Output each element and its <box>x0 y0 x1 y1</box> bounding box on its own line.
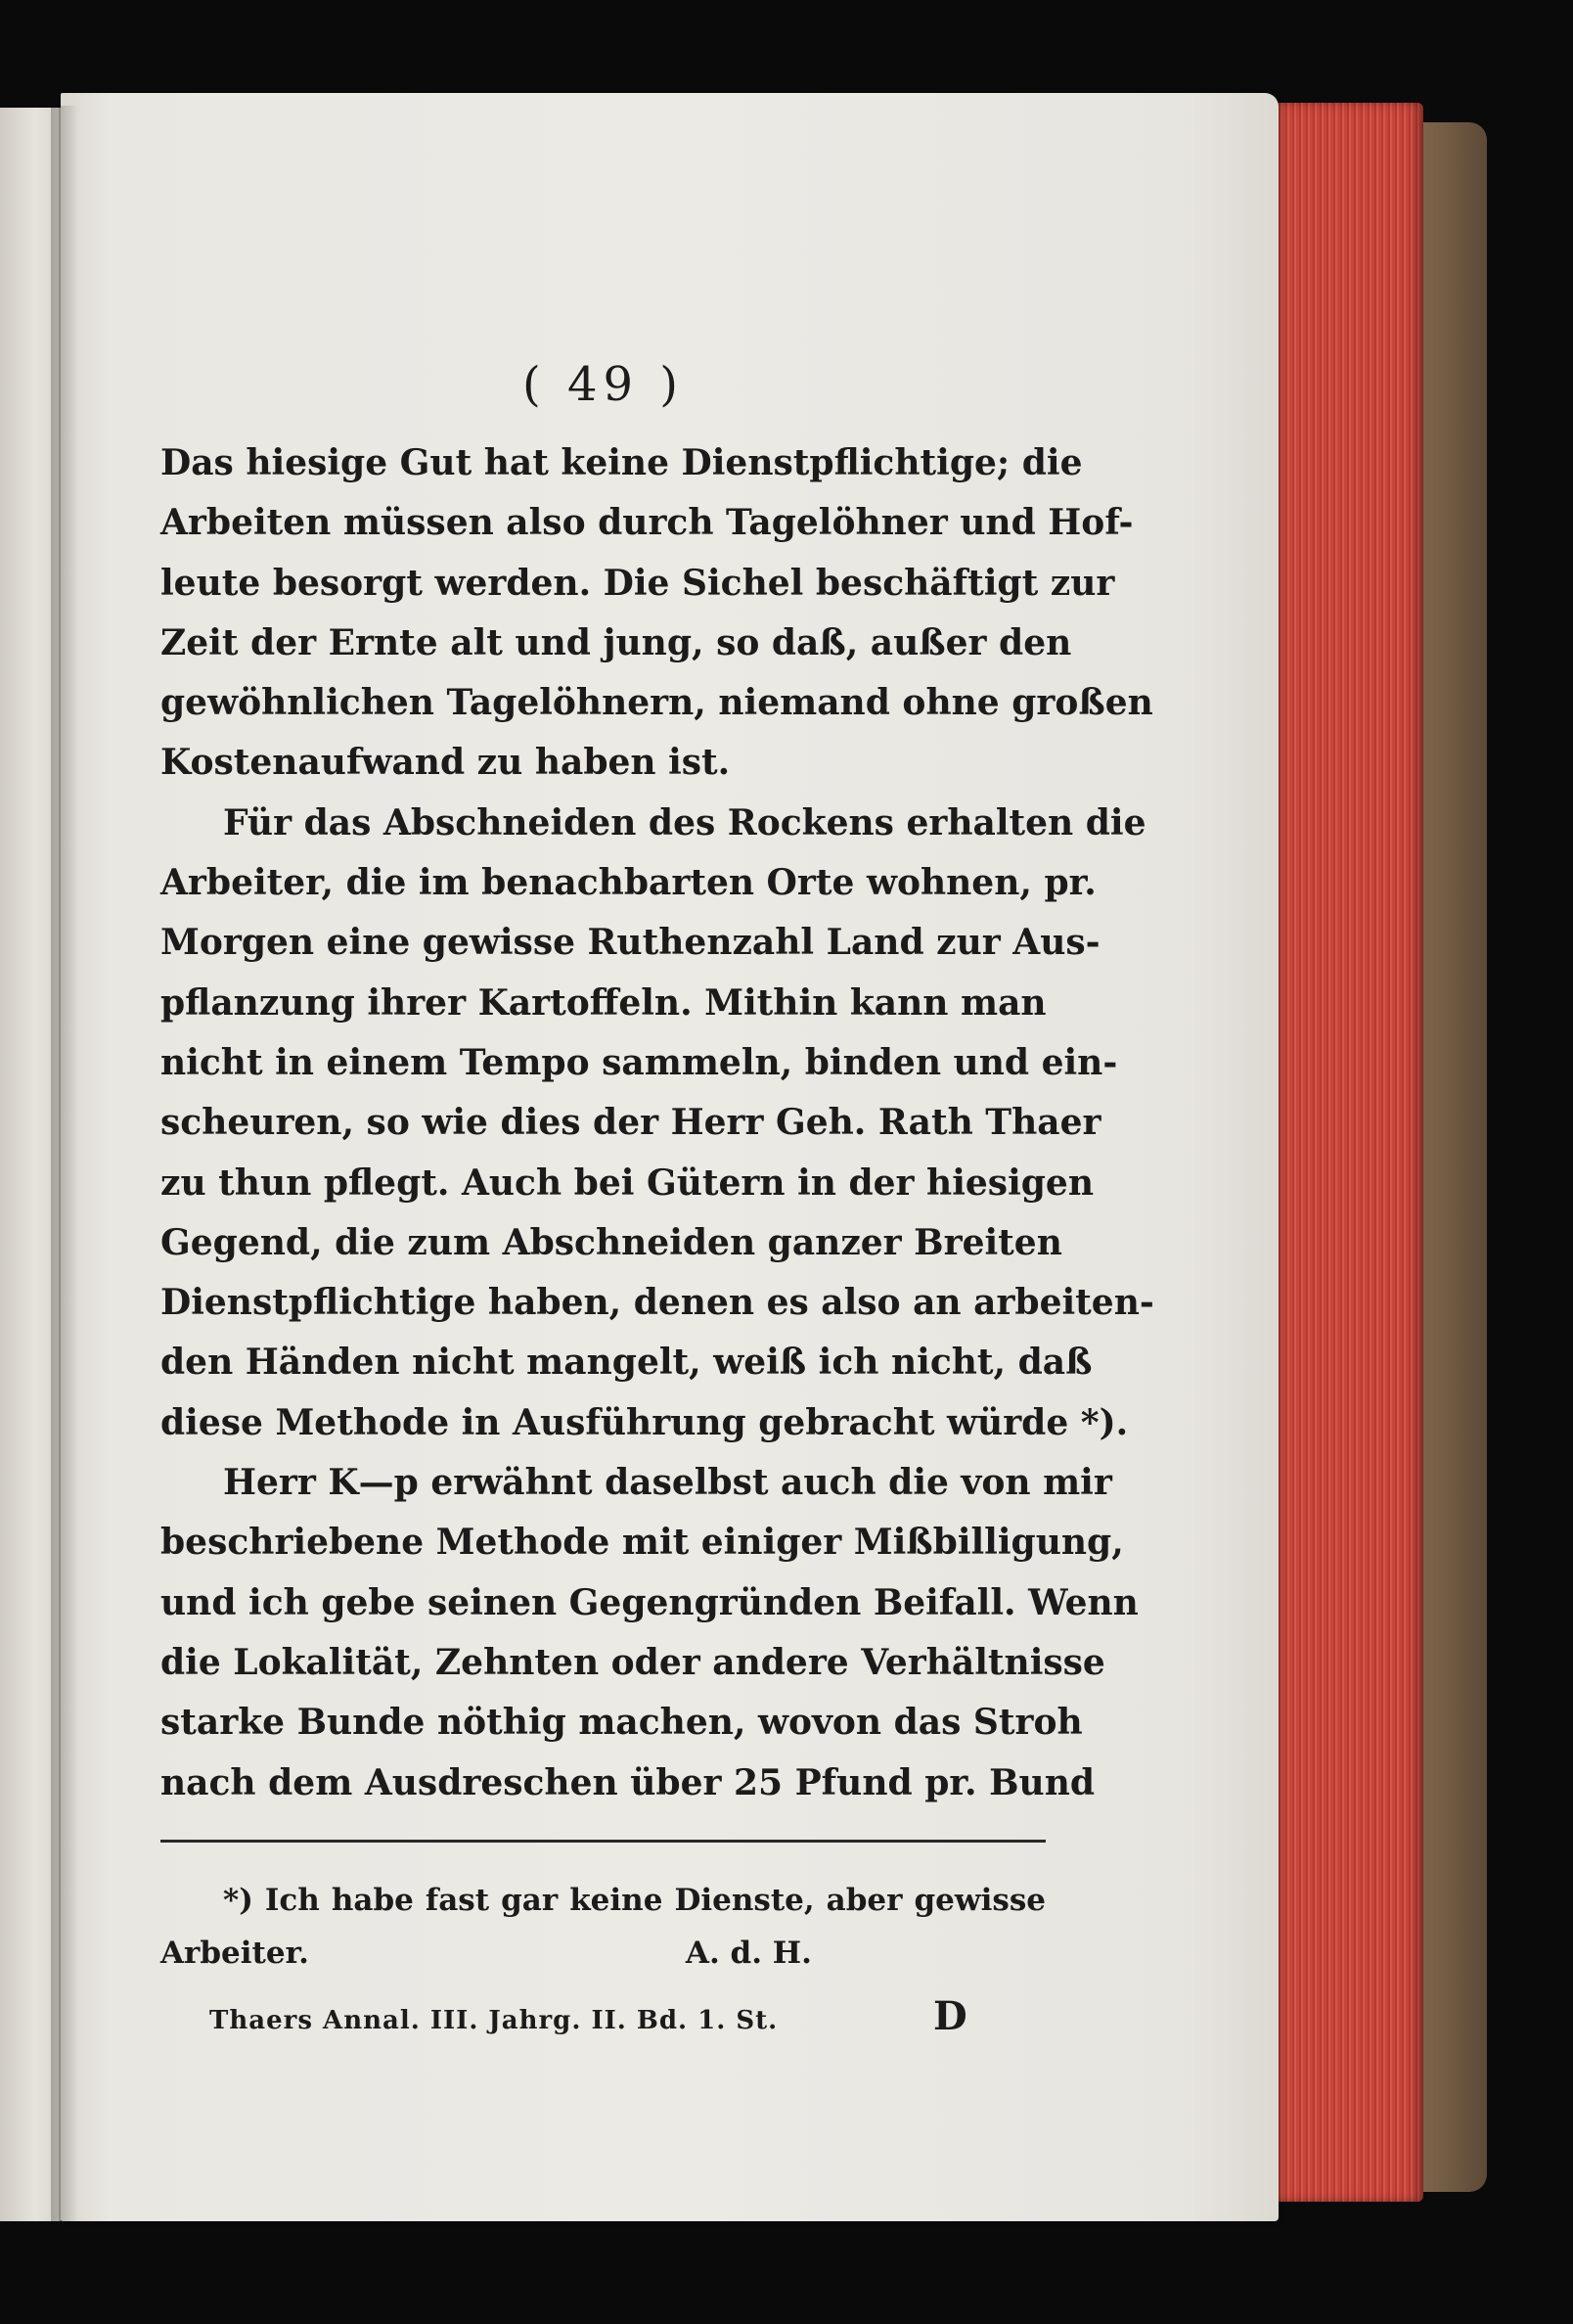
page-number: ( 49 ) <box>521 357 685 412</box>
text-line: starke Bunde nöthig machen, wovon das Stroh <box>160 1702 1083 1744</box>
text-line: zu thun pflegt. Auch bei Gütern in der hiesigen <box>160 1162 1094 1204</box>
text-line: Arbeiter, die im benachbarten Orte wohnen, pr. <box>160 862 1097 904</box>
text-line: Gegend, die zum Abschneiden ganzer Breiten <box>160 1221 1062 1263</box>
signature-line: Thaers Annal. III. Jahrg. II. Bd. 1. St. <box>209 2006 779 2035</box>
text-line: und ich gebe seinen Gegengründen Beifall. Wenn <box>160 1581 1139 1623</box>
text-line: nach dem Ausdreschen über 25 Pfund pr. Bund <box>160 1761 1096 1803</box>
body-text <box>160 433 1154 1813</box>
text-line: Dienstpflichtige haben, denen es also an arbeiten- <box>160 1282 1154 1324</box>
text-line: scheuren, so wie dies der Herr Geh. Rath Thaer <box>160 1102 1101 1144</box>
text-line: Zeit der Ernte alt und jung, so daß, außer den <box>160 621 1072 663</box>
text-line: Das hiesige Gut hat keine Dienstpflichtige; die <box>160 442 1083 483</box>
footnote-attribution: A. d. H. <box>685 1936 812 1971</box>
footnote-line: *) Ich habe fast gar keine Dienste, aber gewisse <box>223 1883 1046 1918</box>
text-line: nicht in einem Tempo sammeln, binden und ein- <box>160 1041 1118 1083</box>
footnote <box>160 1874 1046 1980</box>
text-line: beschriebene Methode mit einiger Mißbilligung, <box>160 1522 1124 1564</box>
text-line: pflanzung ihrer Kartoffeln. Mithin kann man <box>160 981 1047 1024</box>
signature-mark: D <box>933 1993 967 2039</box>
footnote-divider <box>160 1840 1046 1843</box>
footnote-line <box>160 1927 1046 1980</box>
binding-shadow <box>51 106 78 2224</box>
text-line: Für das Abschneiden des Rockens erhalten die <box>223 801 1146 843</box>
text-line: gewöhnlichen Tagelöhnern, niemand ohne großen <box>160 682 1153 724</box>
footnote-text: Arbeiter. <box>160 1936 309 1971</box>
text-line: diese Methode in Ausführung gebracht würde *). <box>160 1401 1129 1443</box>
text-line: Herr K—p erwähnt daselbst auch die von mir <box>223 1462 1112 1504</box>
text-line: die Lokalität, Zehnten oder andere Verhältnisse <box>160 1641 1105 1683</box>
text-line: leute besorgt werden. Die Sichel beschäftigt zur <box>160 562 1115 604</box>
text-line: den Händen nicht mangelt, weiß ich nicht, daß <box>160 1342 1093 1384</box>
red-page-edges <box>1262 103 1423 2202</box>
text-line: Morgen eine gewisse Ruthenzahl Land zur Aus- <box>160 922 1101 964</box>
book-page <box>61 93 1279 2221</box>
text-line: Kostenaufwand zu haben ist. <box>160 742 731 784</box>
text-line: Arbeiten müssen also durch Tagelöhner und Hof- <box>160 502 1134 544</box>
